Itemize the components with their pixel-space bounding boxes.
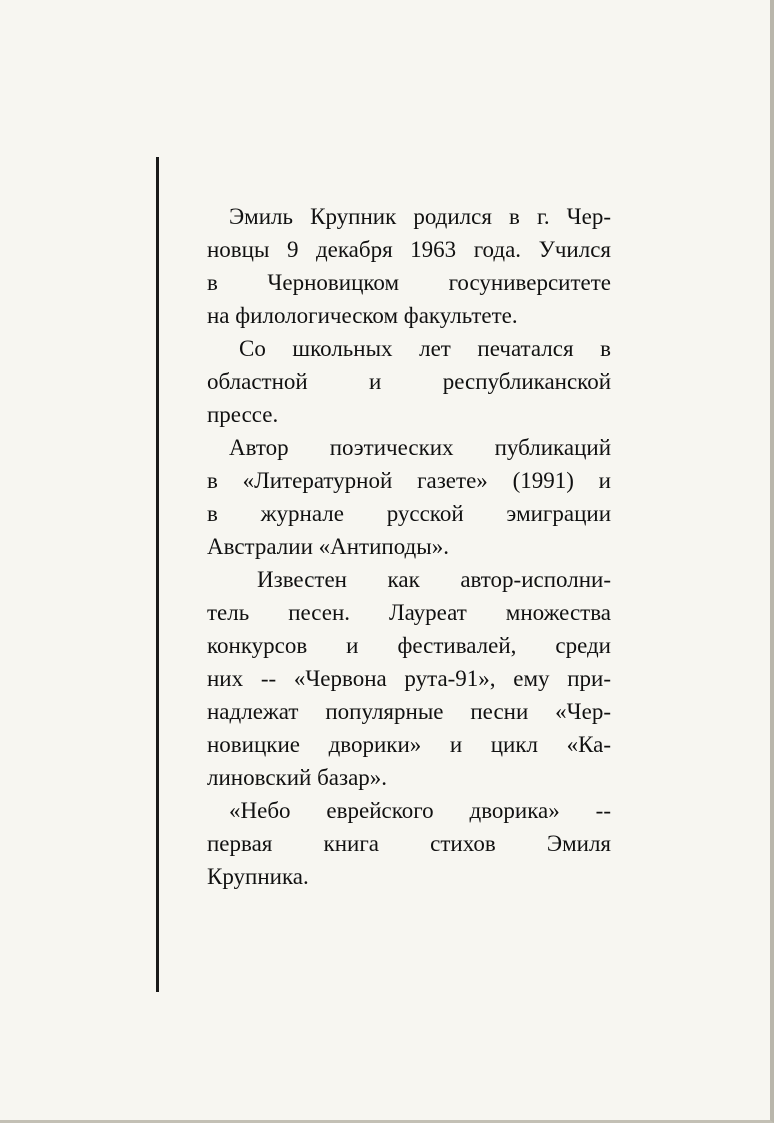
text-line: областной и республиканской	[207, 369, 611, 394]
text-line: Австралии «Антиподы».	[207, 534, 449, 559]
text-line: линовский базар».	[207, 765, 388, 790]
text-line: них -- «Червона рута-91», ему при-	[207, 666, 611, 691]
text-line: в «Литературной газете» (1991) и	[207, 468, 611, 493]
text-line: в Черновицком госуниверситете	[207, 270, 611, 295]
paragraph-birth-education	[207, 200, 611, 332]
text-line: Со школьных лет печатался в	[239, 336, 611, 361]
paragraph-songs	[207, 563, 611, 794]
text-line: в журнале русской эмиграции	[207, 501, 611, 526]
paragraph-first-book	[207, 794, 611, 893]
text-line: Автор поэтических публикаций	[229, 435, 611, 460]
vertical-rule	[156, 157, 159, 992]
text-line: надлежат популярные песни «Чер-	[207, 699, 611, 724]
author-biography	[207, 200, 611, 893]
text-line: первая книга стихов Эмиля	[207, 831, 611, 856]
text-line: Эмиль Крупник родился в г. Чер-	[229, 204, 611, 229]
paragraph-publications	[207, 431, 611, 563]
text-line: тель песен. Лауреат множества	[207, 600, 611, 625]
text-line: Крупника.	[207, 864, 309, 889]
text-line: конкурсов и фестивалей, среди	[207, 633, 611, 658]
text-line: новцы 9 декабря 1963 года. Учился	[207, 237, 611, 262]
text-line: прессе.	[207, 402, 279, 427]
paragraph-press	[207, 332, 611, 431]
text-line: новицкие дворики» и цикл «Ка-	[207, 732, 611, 757]
text-line: на филологическом факультете.	[207, 303, 518, 328]
text-line: Известен как автор-исполни-	[257, 567, 611, 592]
text-line: «Небо еврейского дворика» --	[229, 798, 611, 823]
